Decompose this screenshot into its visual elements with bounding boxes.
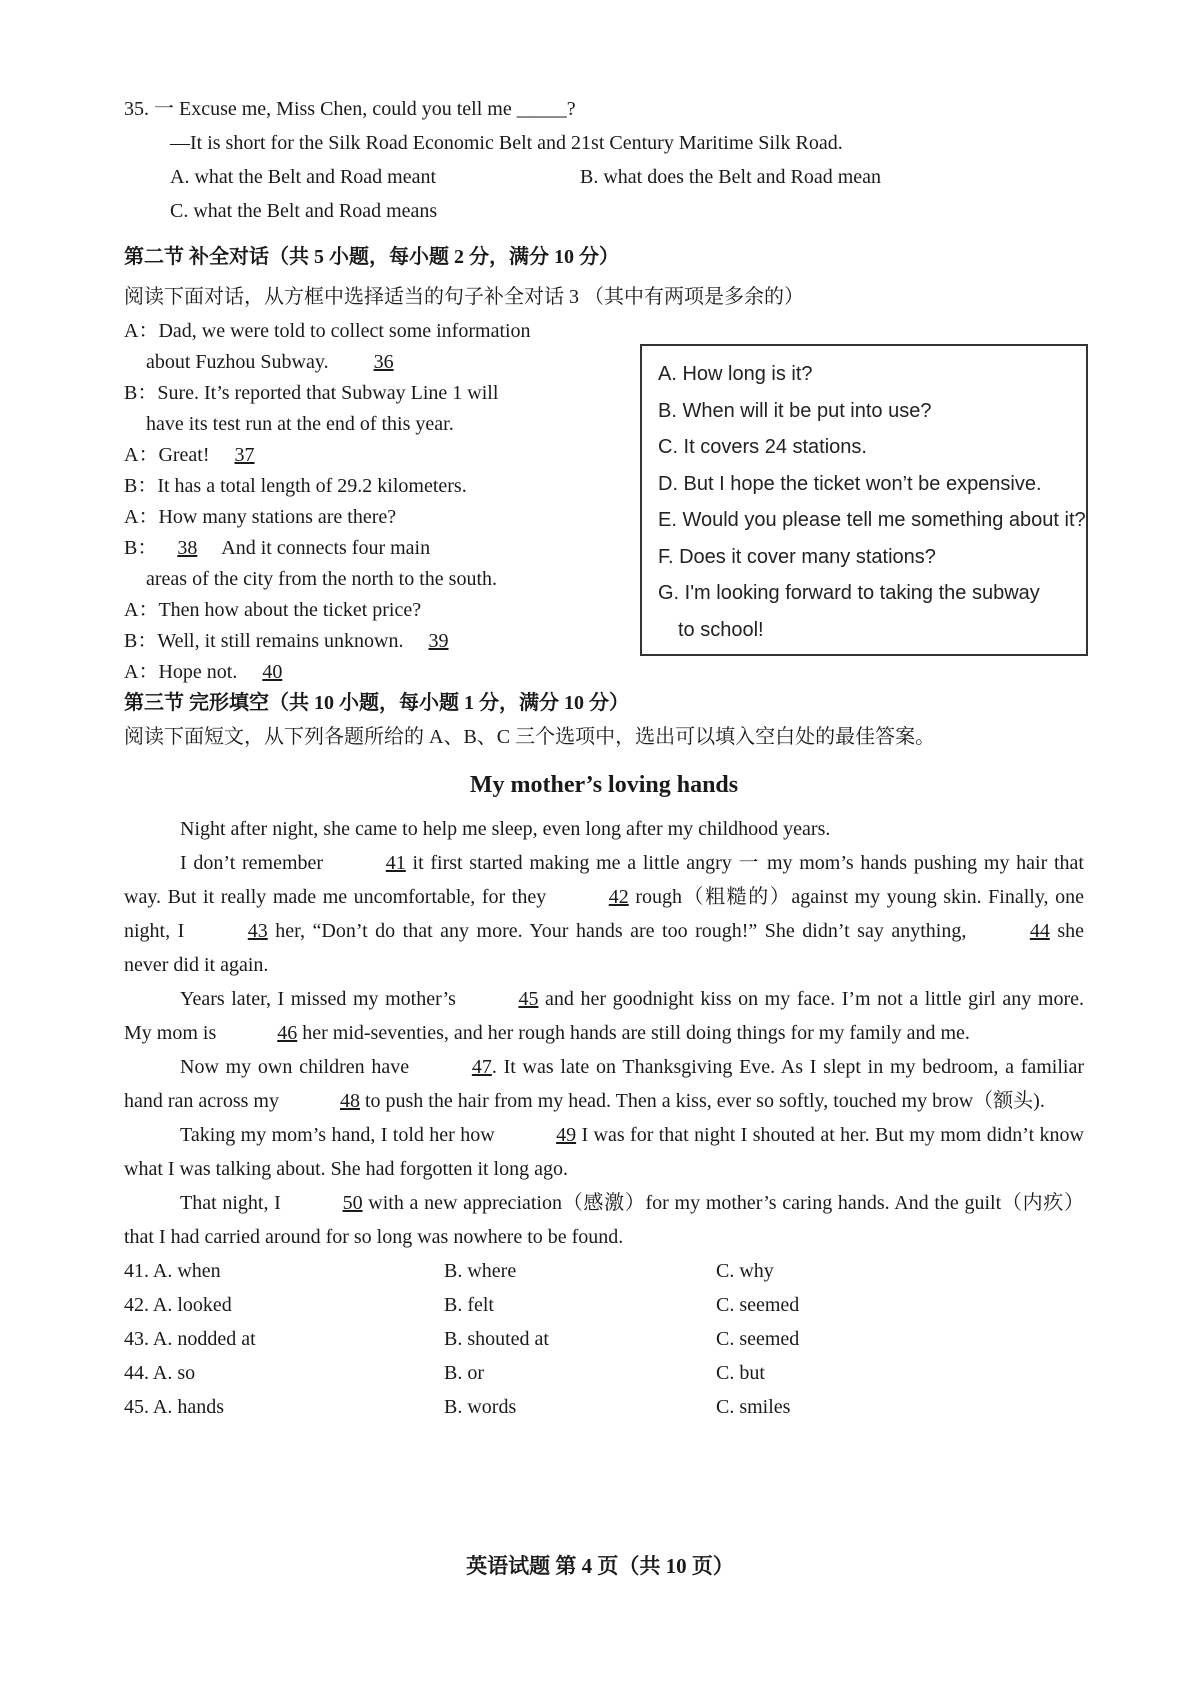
blank-36: 36	[373, 351, 394, 373]
blank-41: 41	[385, 852, 406, 874]
answer-choices-box	[640, 344, 1088, 656]
blank-48: 48	[339, 1090, 360, 1112]
dialogue-line: A：Then how about the ticket price?	[124, 599, 422, 621]
blank-50: 50	[342, 1192, 363, 1214]
section2-instruction: 阅读下面对话，从方框中选择适当的句子补全对话 3 （其中有两项是多余的）	[124, 286, 804, 308]
option-row-44	[124, 1356, 1084, 1390]
paragraph-text: I was for that night I shouted at her. But my mom didn’t know what I was talking about. She had forgotten it long ago.	[124, 1124, 1084, 1180]
section3-heading: 第三节 完形填空（共 10 小题，每小题 1 分，满分 10 分）	[124, 692, 629, 714]
paragraph-text: Years later, I missed my mother’s	[180, 988, 463, 1010]
dialogue-line	[124, 438, 275, 472]
dialogue-text: B：Well, it still remains unknown.	[124, 630, 404, 652]
q35-reply: —It is short for the Silk Road Economic Belt and 21st Century Maritime Silk Road.	[170, 132, 843, 154]
paragraph-text: . It was late on Thanksgiving Eve. As I slept in my bedroom, a familiar hand ran across my	[124, 1056, 1085, 1112]
paragraph-text: her, “Don’t do that any more. Your hands are too rough!” She didn’t say anything,	[267, 920, 974, 942]
paragraph-text: it first started making me a little angry 一 my mom’s hands pushing my hair that way. But it really made me uncomfortable, for they	[124, 852, 1084, 908]
dialogue-text: B：	[124, 537, 158, 559]
blank-47: 47	[471, 1056, 492, 1078]
passage-paragraph-2	[124, 846, 1084, 982]
passage-paragraph-1: Night after night, she came to help me sleep, even long after my childhood years.	[180, 818, 831, 840]
dialogue-area	[124, 314, 1084, 714]
blank-44: 44	[1029, 920, 1050, 942]
option-45-a: 45. A. hands	[124, 1396, 224, 1418]
blank-45: 45	[518, 988, 539, 1010]
q35-option-b: B. what does the Belt and Road mean	[580, 166, 882, 188]
choice-d: D. But I hope the ticket won’t be expensive.	[658, 472, 1042, 495]
dialogue-text: about Fuzhou Subway.	[146, 351, 329, 373]
exam-page	[124, 92, 1084, 1424]
paragraph-text: with a new appreciation（感激）for my mother’s caring hands. And the guilt（内疚）that I had carried around for so long was nowhere to be found.	[124, 1192, 1084, 1248]
option-41-b: B. where	[444, 1260, 517, 1282]
option-42-b: B. felt	[444, 1294, 494, 1316]
paragraph-text: Now my own children have	[180, 1056, 416, 1078]
question-35	[124, 92, 1084, 228]
blank-42: 42	[608, 886, 629, 908]
paragraph-text: and her goodnight kiss on my face. I’m not a little girl any more. My mom is	[124, 988, 1085, 1044]
blank-40: 40	[262, 661, 283, 683]
dialogue-line	[124, 624, 468, 658]
paragraph-text: I don’t remember	[180, 852, 330, 874]
option-41-c: C. why	[716, 1260, 774, 1282]
q35-stem: 35. 一 Excuse me, Miss Chen, could you tell me _____?	[124, 98, 576, 120]
option-43-a: 43. A. nodded at	[124, 1328, 256, 1350]
dialogue-line: B：It has a total length of 29.2 kilometers.	[124, 475, 467, 497]
choice-e: E. Would you please tell me something about it?	[658, 509, 1086, 531]
dialogue-line: A：How many stations are there?	[124, 506, 397, 528]
section2-heading: 第二节 补全对话（共 5 小题，每小题 2 分，满分 10 分）	[124, 246, 619, 268]
dialogue-line: have its test run at the end of this year.	[146, 413, 454, 435]
passage-title: My mother’s loving hands	[469, 772, 739, 798]
option-44-b: B. or	[444, 1362, 484, 1384]
passage-paragraph-6	[124, 1186, 1084, 1254]
passage-paragraph-5	[124, 1118, 1084, 1186]
choice-b: B. When will it be put into use?	[658, 399, 932, 422]
section3-instruction: 阅读下面短文，从下列各题所给的 A、B、C 三个选项中，选出可以填入空白处的最佳答案。	[124, 726, 936, 748]
choice-g-continued: to school!	[678, 618, 764, 641]
q35-option-a: A. what the Belt and Road meant	[170, 166, 437, 188]
option-44-a: 44. A. so	[124, 1362, 196, 1384]
option-45-c: C. smiles	[716, 1396, 791, 1418]
dialogue-line: A：Dad, we were told to collect some information	[124, 320, 531, 342]
option-43-b: B. shouted at	[444, 1328, 549, 1350]
blank-37: 37	[234, 444, 255, 466]
paragraph-text: to push the hair from my head. Then a kiss, ever so softly, touched my brow（额头).	[359, 1090, 1045, 1112]
option-45-b: B. words	[444, 1396, 517, 1418]
option-43-c: C. seemed	[716, 1328, 800, 1350]
paragraph-text: That night, I	[180, 1192, 287, 1214]
option-41-a: 41. A. when	[124, 1260, 221, 1282]
passage-paragraph-4	[124, 1050, 1084, 1118]
option-42-a: 42. A. looked	[124, 1294, 232, 1316]
blank-39: 39	[428, 630, 449, 652]
option-row-45	[124, 1390, 1084, 1424]
blank-38: 38	[177, 537, 198, 559]
dialogue-line	[124, 345, 414, 379]
q35-option-c: C. what the Belt and Road means	[170, 200, 438, 222]
option-row-42	[124, 1288, 1084, 1322]
option-42-c: C. seemed	[716, 1294, 800, 1316]
cloze-options	[124, 1254, 1084, 1424]
choice-a: A. How long is it?	[658, 363, 813, 385]
dialogue-text: A：Hope not.	[124, 661, 238, 683]
option-44-c: C. but	[716, 1362, 765, 1384]
dialogue-text: A：Great!	[124, 444, 210, 466]
paragraph-text: Taking my mom’s hand, I told her how	[180, 1124, 501, 1146]
passage-paragraph-3	[124, 982, 1084, 1050]
choice-f: F. Does it cover many stations?	[658, 545, 936, 568]
blank-46: 46	[277, 1022, 298, 1044]
dialogue-line: B：Sure. It’s reported that Subway Line 1 will	[124, 382, 499, 404]
paragraph-text: her mid-seventies, and her rough hands are still doing things for my family and me.	[297, 1022, 970, 1044]
dialogue-line	[124, 655, 302, 689]
choice-g: G. I'm looking forward to taking the subway	[658, 582, 1040, 604]
blank-43: 43	[247, 920, 268, 942]
choice-c: C. It covers 24 stations.	[658, 436, 867, 458]
dialogue-line: areas of the city from the north to the south.	[146, 568, 498, 590]
option-row-43	[124, 1322, 1084, 1356]
q35-options-row	[124, 160, 1084, 194]
blank-49: 49	[556, 1124, 577, 1146]
dialogue-text: And it connects four main	[221, 537, 431, 559]
paragraph-text: she never did it again.	[124, 920, 1084, 976]
page-footer: 英语试题 第 4 页（共 10 页）	[466, 1554, 734, 1578]
paragraph-text: rough（粗糙的）against my young skin. Finally, one night, I	[124, 886, 1084, 942]
dialogue-line	[124, 531, 430, 565]
option-row-41	[124, 1254, 1084, 1288]
